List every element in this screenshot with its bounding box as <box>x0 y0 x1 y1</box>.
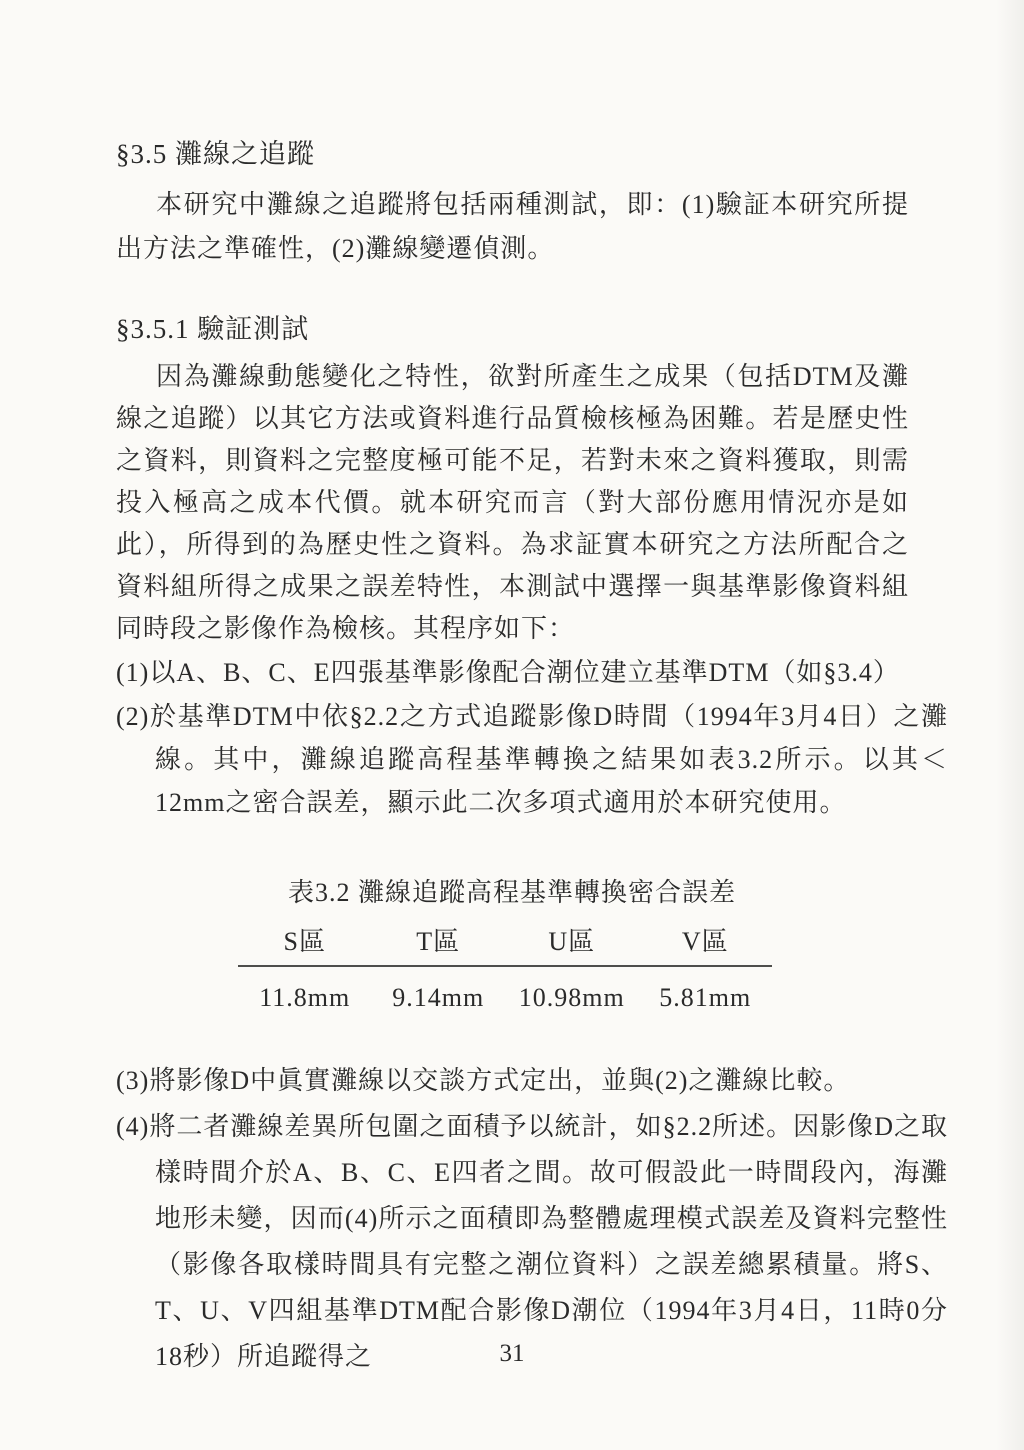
table-value-v: 5.81mm <box>659 983 752 1012</box>
table-3-2-caption: 表3.2 灘線追蹤高程基準轉換密合誤差 <box>287 878 736 907</box>
section-3-5-1-paragraph: 因為灘線動態變化之特性，欲對所產生之成果（包括DTM及灘線之追蹤）以其它方法或資料進行品質檢核極為困難。若是歷史性之資料，則資料之完整度極可能不足，若對未來之資料獲取，則需投入極高之成本代價。就本研究而言（對大部份應用情況亦是如此），所得到的為歷史性之資料。為求証實本研究之方法所配合之資料組所得之成果之誤差特性，本測試中選擇一與基準影像資料組同時段之影像作為檢核。其程序如下： <box>116 362 909 643</box>
table-header-v: V區 <box>681 927 729 956</box>
table-value-u: 10.98mm <box>518 983 625 1012</box>
procedure-item-4: (4)將二者灘線差異所包圍之面積予以統計，如§2.2所述。因影像D之取樣時間介於A、B、C、E四者之間。故可假設此一時間段內，海灘地形未變，因而(4)所示之面積即為整體處理模式誤差及資料完整性（影像各取樣時間具有完整之潮位資料）之誤差總累積量。將S、T、U、V四組基準DTM配合影像D潮位（1994年3月4日，11時0分18秒）所追蹤得之 <box>116 1112 948 1371</box>
page-number: 31 <box>499 1340 525 1367</box>
table-3-2-grid <box>238 921 772 1013</box>
table-header-u: U區 <box>548 927 596 956</box>
procedure-item-2: (2)於基準DTM中依§2.2之方式追蹤影像D時間（1994年3月4日）之灘線。其中，灘線追蹤高程基準轉換之結果如表3.2所示。以其＜12mm之密合誤差，顯示此二次多項式適用於本研究使用。 <box>116 702 948 817</box>
table-header-t: T區 <box>416 927 461 956</box>
table-3-2-header-row <box>238 921 772 967</box>
section-3-5-1-heading: §3.5.1 驗証測試 <box>116 314 310 344</box>
table-value-s: 11.8mm <box>259 983 351 1012</box>
scan-edge-shading <box>996 0 1024 1450</box>
table-header-s: S區 <box>283 927 326 956</box>
table-3-2-values-row <box>238 967 772 1013</box>
section-3-5-paragraph: 本研究中灘線之追蹤將包括兩種測試，即：(1)驗証本研究所提出方法之準確性，(2)灘線變遷偵測。 <box>116 190 909 263</box>
procedure-item-1: (1)以A、B、C、E四張基準影像配合潮位建立基準DTM（如§3.4） <box>116 658 900 687</box>
section-3-5-heading: §3.5 灘線之追蹤 <box>116 139 315 169</box>
procedure-item-3: (3)將影像D中眞實灘線以交談方式定出，並與(2)之灘線比較。 <box>116 1066 851 1095</box>
table-value-t: 9.14mm <box>392 983 485 1012</box>
table-3-2 <box>0 872 1024 1013</box>
